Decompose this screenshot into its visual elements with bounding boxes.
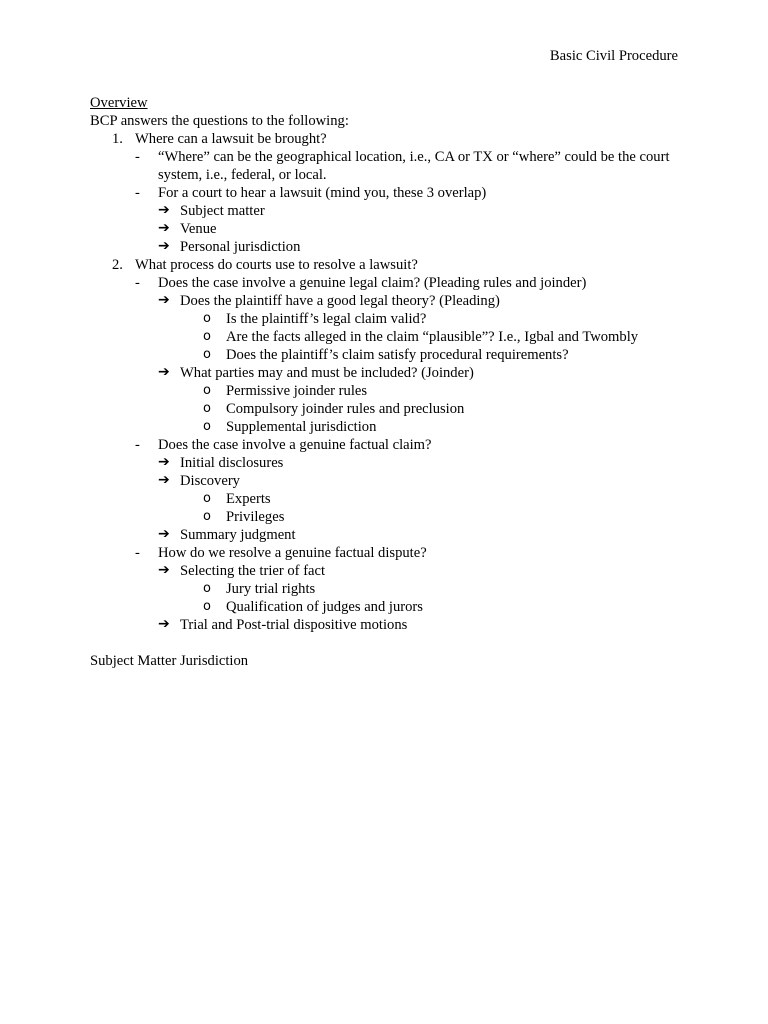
circle-item-text: Supplemental jurisdiction (226, 419, 377, 435)
arrow-bullet-icon: ➔ (158, 364, 170, 380)
dash-item (90, 436, 680, 454)
arrow-item (90, 562, 680, 580)
arrow-bullet-icon: ➔ (158, 472, 170, 488)
circle-item-text: Permissive joinder rules (226, 383, 368, 399)
dash-bullet: - (135, 437, 140, 453)
arrow-bullet-icon: ➔ (158, 562, 170, 578)
dash-bullet: - (135, 545, 140, 561)
circle-bullet-icon: o (203, 347, 211, 362)
circle-item-text: Is the plaintiff’s legal claim valid? (226, 311, 427, 327)
circle-bullet-icon: o (203, 329, 211, 344)
arrow-item (90, 292, 680, 310)
overview-heading (90, 94, 680, 112)
circle-item-text: Privileges (226, 509, 285, 525)
arrow-bullet-icon: ➔ (158, 616, 170, 632)
circle-item (90, 580, 680, 598)
arrow-bullet-icon: ➔ (158, 454, 170, 470)
dash-item-text: Does the case involve a genuine legal claim? (Pleading rules and joinder) (158, 275, 587, 291)
list-number: 2. (112, 257, 123, 273)
dash-bullet: - (135, 149, 140, 165)
circle-item (90, 418, 680, 436)
arrow-bullet-icon: ➔ (158, 238, 170, 254)
question-1-text: Where can a lawsuit be brought? (135, 131, 327, 147)
circle-item-text: Are the facts alleged in the claim “plausible”? I.e., Igbal and Twombly (226, 329, 639, 345)
circle-item (90, 346, 680, 364)
circle-item (90, 382, 680, 400)
arrow-item-text: Initial disclosures (180, 455, 284, 471)
circle-item (90, 490, 680, 508)
circle-bullet-icon: o (203, 599, 211, 614)
dash-item-text: For a court to hear a lawsuit (mind you, these 3 overlap) (158, 185, 487, 201)
question-2-text: What process do courts use to resolve a lawsuit? (135, 257, 418, 273)
section-heading: Subject Matter Jurisdiction (90, 653, 249, 669)
arrow-item-text: Does the plaintiff have a good legal theory? (Pleading) (180, 293, 500, 309)
arrow-item (90, 472, 680, 490)
arrow-bullet-icon: ➔ (158, 202, 170, 218)
circle-bullet-icon: o (203, 383, 211, 398)
dash-bullet: - (135, 275, 140, 291)
arrow-item (90, 364, 680, 382)
dash-item (90, 184, 680, 202)
circle-bullet-icon: o (203, 401, 211, 416)
circle-item (90, 598, 680, 616)
question-2 (90, 256, 680, 274)
arrow-item-text: Summary judgment (180, 527, 296, 543)
dash-bullet: - (135, 185, 140, 201)
arrow-item-text: What parties may and must be included? (Joinder) (180, 365, 474, 381)
dash-item (90, 274, 680, 292)
arrow-item-text: Discovery (180, 473, 240, 489)
document-body (90, 94, 680, 670)
circle-bullet-icon: o (203, 581, 211, 596)
circle-item (90, 310, 680, 328)
overview-heading-text: Overview (90, 95, 148, 111)
dash-item-text: How do we resolve a genuine factual dispute? (158, 545, 427, 561)
list-number: 1. (112, 131, 123, 147)
arrow-item (90, 526, 680, 544)
circle-item-text: Does the plaintiff’s claim satisfy procedural requirements? (226, 347, 569, 363)
arrow-item (90, 220, 680, 238)
dash-item (90, 148, 680, 184)
intro-line: BCP answers the questions to the following: (90, 113, 349, 129)
circle-item-text: Jury trial rights (226, 581, 316, 597)
circle-bullet-icon: o (203, 419, 211, 434)
arrow-item (90, 454, 680, 472)
arrow-item-text: Trial and Post-trial dispositive motions (180, 617, 408, 633)
arrow-item-text: Venue (180, 221, 217, 237)
circle-item-text: Experts (226, 491, 271, 507)
circle-item (90, 328, 680, 346)
dash-item (90, 544, 680, 562)
arrow-item-text: Selecting the trier of fact (180, 563, 326, 579)
circle-item (90, 508, 680, 526)
arrow-bullet-icon: ➔ (158, 526, 170, 542)
arrow-bullet-icon: ➔ (158, 292, 170, 308)
arrow-item (90, 616, 680, 634)
dash-item-text: “Where” can be the geographical location, i.e., CA or TX or “where” could be the court system, i.e., federal, or local. (158, 149, 670, 183)
circle-bullet-icon: o (203, 311, 211, 326)
circle-bullet-icon: o (203, 509, 211, 524)
dash-item-text: Does the case involve a genuine factual claim? (158, 437, 432, 453)
question-1 (90, 130, 680, 148)
circle-item (90, 400, 680, 418)
circle-bullet-icon: o (203, 491, 211, 506)
page-header: Basic Civil Procedure (549, 48, 678, 64)
arrow-item (90, 202, 680, 220)
arrow-bullet-icon: ➔ (158, 220, 170, 236)
arrow-item-text: Personal jurisdiction (180, 239, 301, 255)
arrow-item-text: Subject matter (180, 203, 265, 219)
circle-item-text: Qualification of judges and jurors (226, 599, 423, 615)
arrow-item (90, 238, 680, 256)
blank-line (90, 634, 680, 652)
circle-item-text: Compulsory joinder rules and preclusion (226, 401, 465, 417)
